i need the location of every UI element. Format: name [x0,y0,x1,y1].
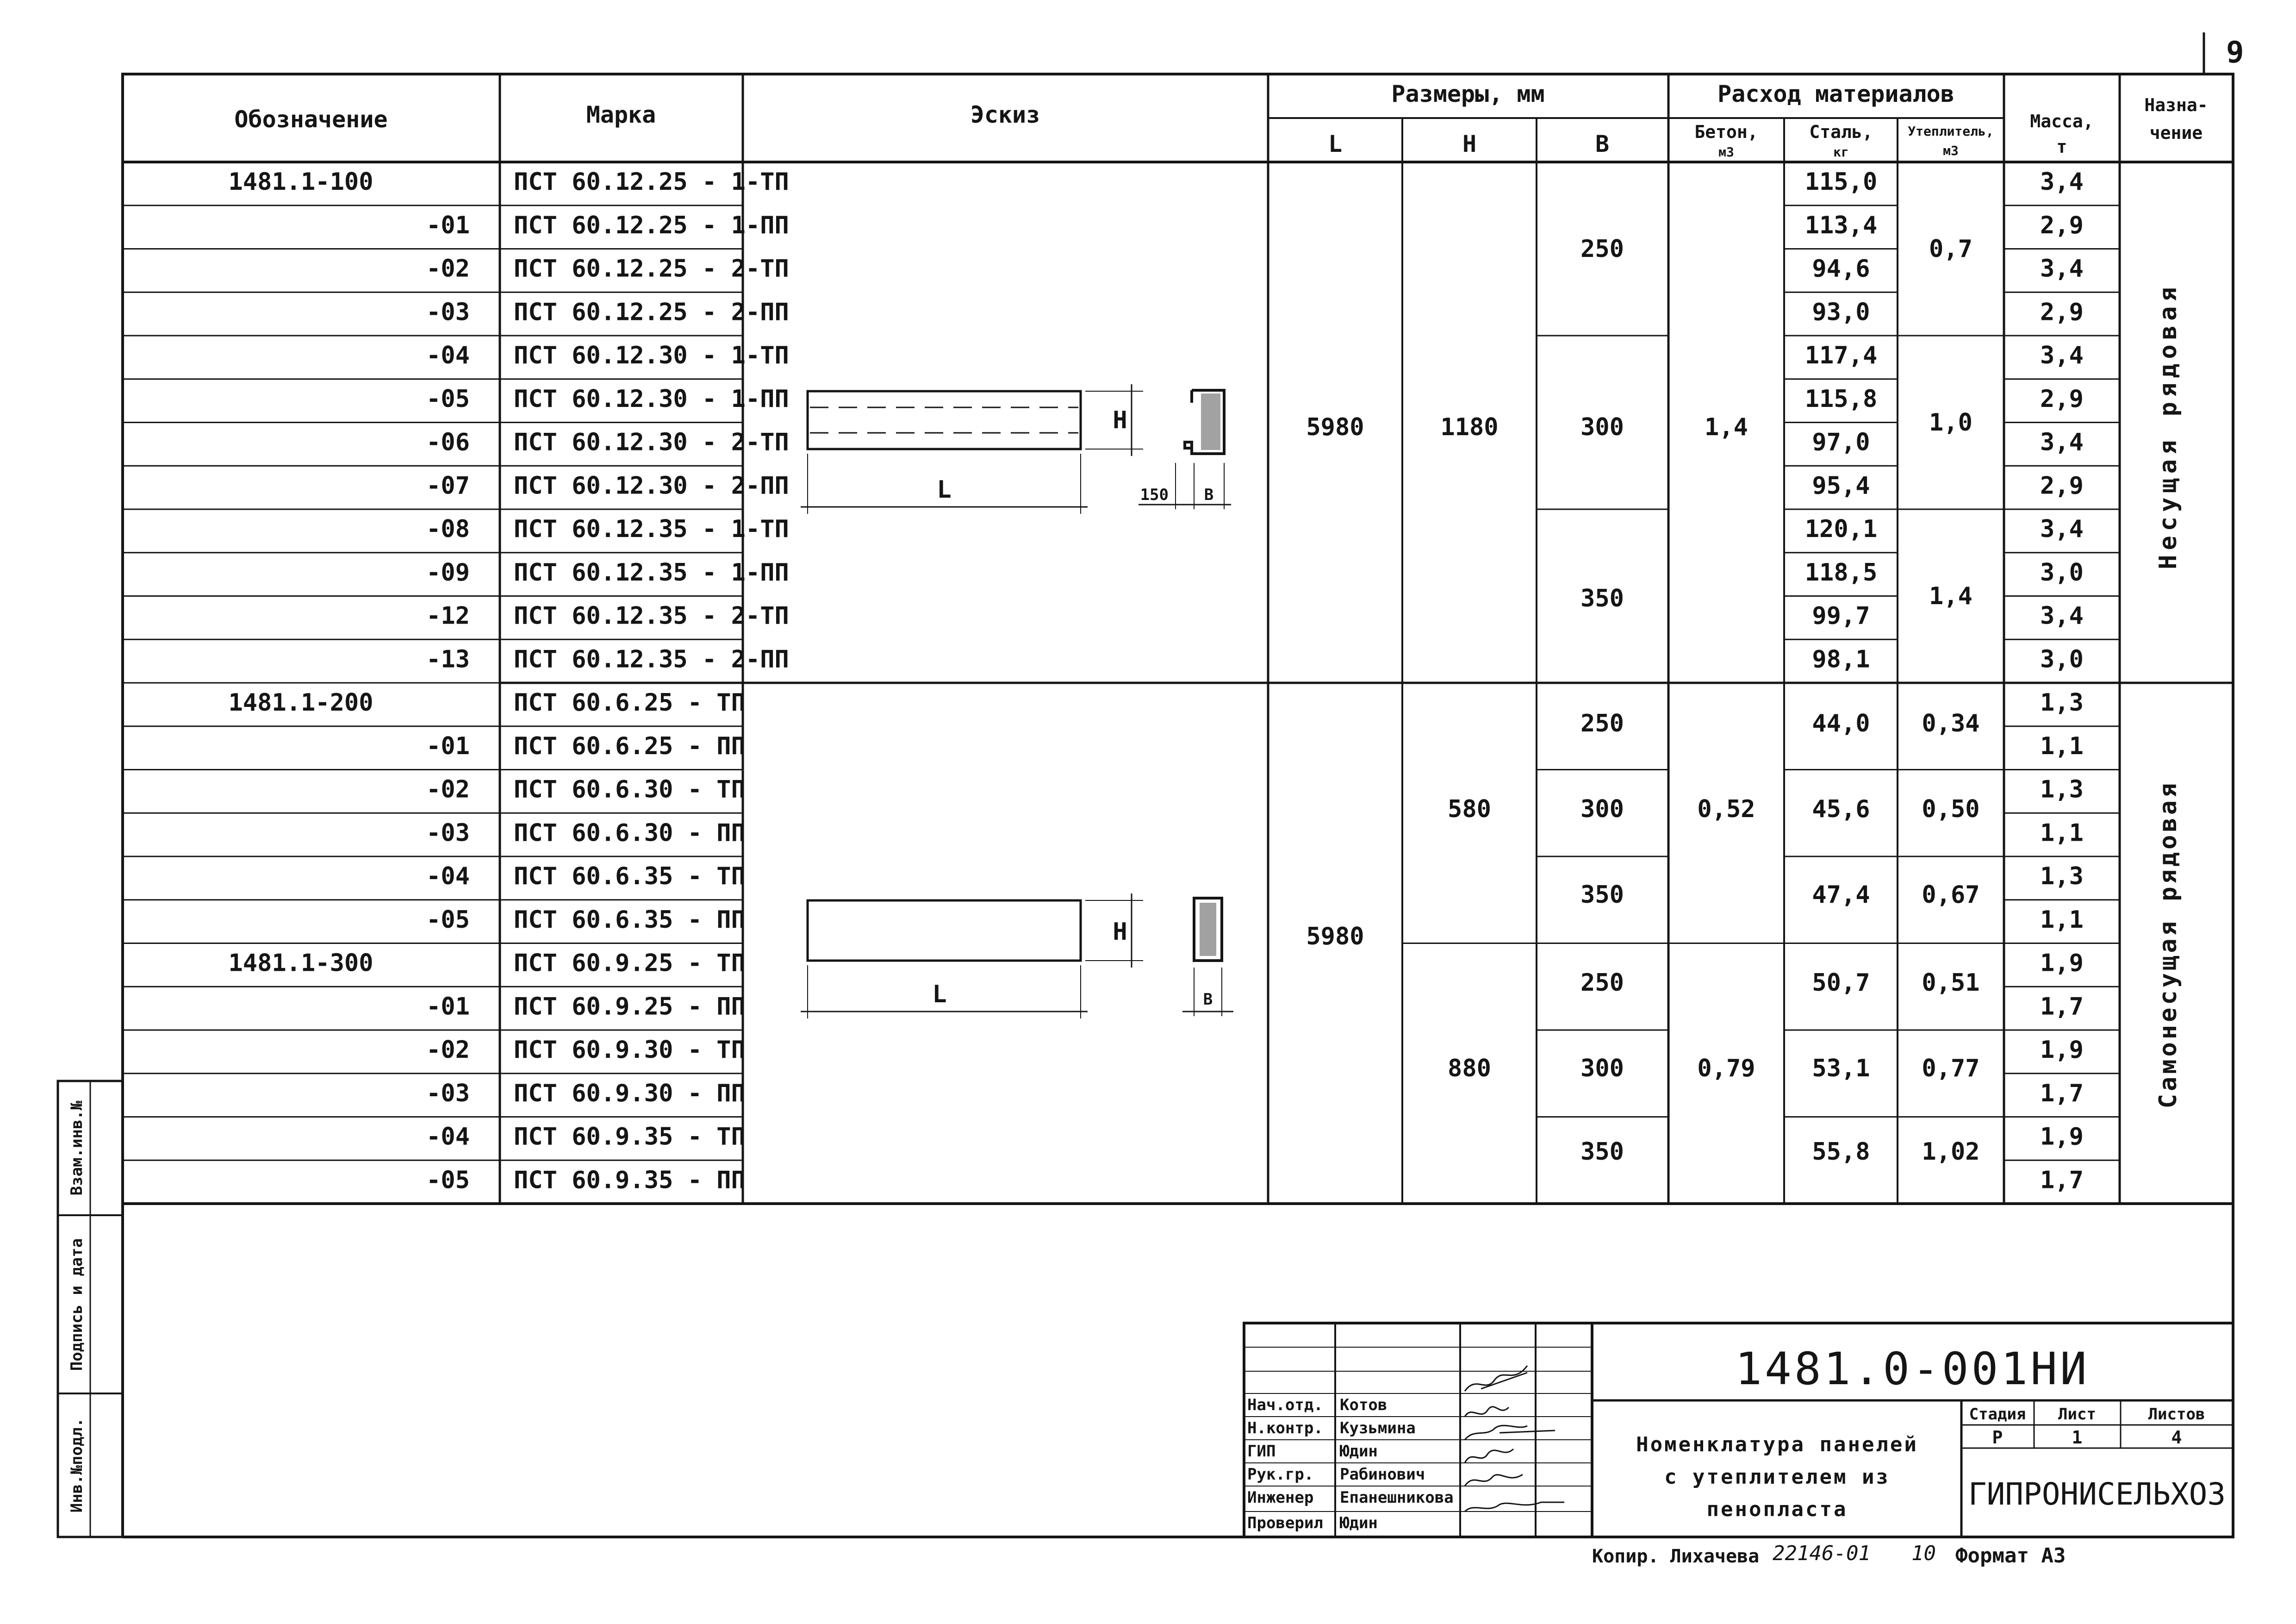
mass-cell: 3,4 [2040,168,2084,196]
h-value-880: 880 [1448,1055,1491,1082]
header-dimensions: Размеры, мм [1391,81,1545,107]
mass-cell: 1,1 [2040,819,2084,847]
mass-cell: 1,9 [2040,949,2084,977]
steel-55-8: 55,8 [1812,1138,1870,1166]
table-row [228,168,2084,196]
header-purpose-1: Назна- [2144,95,2208,115]
steel-cell: 115,8 [1804,385,1878,413]
steel-53-1: 53,1 [1812,1055,1870,1082]
steel-cell: 117,4 [1804,342,1878,369]
footer-number: 22146-01 [1773,1542,1871,1565]
b-value-350: 350 [1580,585,1624,612]
purpose-group1: Несущая рядовая [2154,282,2182,569]
insulation-0-51: 0,51 [1922,969,1980,997]
table-row [426,906,2084,934]
title-block-role-row [1247,1442,1378,1461]
header-mass: Масса, [2030,111,2094,131]
stamp-podpis: Подпись и дата [68,1238,86,1371]
l-value-group2: 5980 [1306,923,1364,950]
role-label: Проверил [1247,1514,1323,1532]
mark-cell: ПСТ 60.12.25 - 1-ТП [514,168,789,196]
role-label: Инженер [1247,1488,1314,1507]
panel-elevation-1 [808,391,1081,449]
mark-cell: ПСТ 60.9.35 - ПП [514,1166,746,1194]
designation-cell: -04 [426,1123,470,1151]
stage-label: Стадия [1969,1405,2026,1424]
header-insulation-unit: м3 [1943,143,1959,158]
title-line-3: пенопласта [1706,1498,1848,1521]
header-steel-unit: кг [1833,144,1849,160]
stage-value: Р [1992,1427,2003,1448]
b2-value-250: 250 [1580,710,1624,737]
designation-cell: -03 [426,1079,470,1107]
steel-44-0: 44,0 [1812,710,1870,737]
designation-cell: -13 [426,645,470,674]
mass-cell: 2,9 [2040,298,2084,326]
designation-cell: -08 [426,515,470,543]
designation-cell: -01 [426,732,470,760]
title-line-1: Номенклатура панелей [1636,1433,1918,1456]
panel-elevation-2 [808,900,1081,961]
table-row [426,819,2084,847]
footer-ten: 10 [1911,1542,1936,1565]
designation-cell: 1481.1-300 [228,949,373,977]
header-dim-l: L [1328,131,1343,157]
table-row [426,645,2084,673]
role-name: Рабинович [1340,1465,1425,1484]
designation-cell: -02 [426,1036,470,1064]
title-block-role-row [1247,1465,1425,1484]
mark-cell: ПСТ 60.12.35 - 1-ТП [514,515,789,543]
b-value-300: 300 [1580,413,1624,441]
designation-cell: -03 [426,298,470,326]
h-value-580: 580 [1448,795,1491,823]
sheet-label: Лист [2058,1405,2096,1424]
title-block-role-row [1247,1419,1416,1437]
table-row [426,559,2084,587]
mark-cell: ПСТ 60.9.25 - ПП [514,993,746,1021]
steel-cell: 98,1 [1812,645,1870,674]
footer-copied: Копир. Лихачева [1592,1546,1760,1567]
insulation-1-02: 1,02 [1922,1138,1980,1166]
designation-cell: -01 [426,993,470,1021]
mass-cell: 1,7 [2040,1079,2084,1107]
sheets-value: 4 [2171,1427,2182,1448]
table-row [426,1166,2084,1194]
h-value-group1: 1180 [1440,413,1499,441]
role-name: Котов [1340,1396,1388,1414]
mark-cell: ПСТ 60.6.35 - ПП [514,906,746,934]
table-row [426,385,2084,413]
designation-cell: -09 [426,558,470,587]
designation-cell: -05 [426,906,470,934]
header-dim-b: B [1595,131,1610,157]
mass-cell: 1,3 [2040,689,2084,717]
steel-cell: 118,5 [1804,558,1878,587]
organization-name: ГИПРОНИСЕЛЬХОЗ [1968,1476,2226,1512]
mark-cell: ПСТ 60.12.30 - 2-ПП [514,472,789,500]
footer-format: Формат А3 [1955,1544,2066,1568]
steel-cell: 99,7 [1812,602,1870,630]
steel-cell: 120,1 [1804,515,1878,543]
designation-cell: -01 [426,211,470,239]
mark-cell: ПСТ 60.6.25 - ТП [514,689,746,717]
sheet-value: 1 [2072,1427,2083,1448]
table-row [426,212,2084,239]
mark-cell: ПСТ 60.12.25 - 2-ТП [514,255,789,283]
designation-cell: -03 [426,819,470,847]
mass-cell: 2,9 [2040,472,2084,500]
mass-cell: 3,4 [2040,342,2084,369]
table-row [426,515,2084,543]
mark-cell: ПСТ 60.9.30 - ПП [514,1079,746,1107]
concrete-group1: 1,4 [1705,413,1748,441]
mark-cell: ПСТ 60.12.25 - 1-ПП [514,211,789,239]
header-concrete-unit: м3 [1718,144,1734,160]
title-block [1244,1323,2233,1537]
header-mark: Марка [586,101,656,128]
concrete-079: 0,79 [1697,1055,1755,1082]
header-mass-unit: т [2056,137,2067,157]
header-purpose-2: чение [2149,123,2203,143]
mass-cell: 1,3 [2040,775,2084,804]
table-row [426,602,2084,630]
document-code: 1481.0-001НИ [1735,1343,2090,1395]
sketch1-150-label: 150 [1140,486,1169,504]
sketch2-l-label: L [932,981,947,1008]
mark-cell: ПСТ 60.6.25 - ПП [514,732,746,760]
mark-cell: ПСТ 60.12.35 - 2-ПП [514,645,789,674]
role-name: Юдин [1340,1514,1378,1532]
designation-cell: -05 [426,385,470,413]
role-label: Н.контр. [1247,1419,1323,1437]
title-block-role-row [1247,1488,1454,1507]
panel-sketch-2 [801,893,1233,1018]
mark-cell: ПСТ 60.12.30 - 1-ПП [514,385,789,413]
designation-cell: -02 [426,255,470,283]
designation-cell: -05 [426,1166,470,1194]
designation-cell: -04 [426,342,470,369]
mass-cell: 3,0 [2040,645,2084,674]
mass-cell: 3,4 [2040,515,2084,543]
header-insulation: Утеплитель, [1908,124,1994,139]
mark-cell: ПСТ 60.9.35 - ТП [514,1123,746,1151]
steel-50-7: 50,7 [1812,969,1870,997]
insulation-1-4: 1,4 [1929,582,1972,610]
mark-cell: ПСТ 60.12.30 - 1-ТП [514,342,789,369]
page-number: 9 [2226,36,2244,70]
steel-cell: 93,0 [1812,298,1870,326]
mass-cell: 2,9 [2040,385,2084,413]
sheets-label: Листов [2148,1405,2205,1424]
mark-cell: ПСТ 60.12.25 - 2-ПП [514,298,789,326]
mass-cell: 1,9 [2040,1036,2084,1064]
mass-cell: 3,0 [2040,558,2084,587]
designation-cell: 1481.1-200 [228,689,373,717]
steel-cell: 94,6 [1812,255,1870,283]
mass-cell: 1,9 [2040,1123,2084,1151]
insulation-0-67: 0,67 [1922,881,1980,909]
mark-cell: ПСТ 60.6.35 - ТП [514,862,746,890]
table-row [228,689,2084,717]
l-value-group1: 5980 [1306,413,1364,441]
designation-cell: 1481.1-100 [228,168,373,196]
insulation-0-7: 0,7 [1929,235,1972,263]
table-row [426,298,2084,326]
table-row [426,255,2084,283]
side-stamp [58,1081,123,1537]
b3-value-350: 350 [1580,1138,1624,1166]
mark-cell: ПСТ 60.9.25 - ТП [514,949,746,977]
mark-cell: ПСТ 60.6.30 - ТП [514,775,746,804]
sketch1-b-label: B [1204,486,1214,504]
header-concrete: Бетон, [1694,122,1758,142]
role-name: Кузьмина [1340,1419,1416,1437]
mass-cell: 1,1 [2040,906,2084,934]
mark-cell: ПСТ 60.12.35 - 2-ТП [514,602,789,630]
insulation-0-50: 0,50 [1922,795,1980,823]
steel-47-4: 47,4 [1812,881,1870,909]
designation-cell: -02 [426,775,470,804]
role-label: Нач.отд. [1247,1396,1323,1414]
insulation-0-77: 0,77 [1922,1055,1980,1082]
mass-cell: 1,7 [2040,1166,2084,1194]
mark-cell: ПСТ 60.12.35 - 1-ПП [514,558,789,587]
table-row [426,342,2084,369]
insulation-1-0: 1,0 [1929,409,1972,437]
b2-value-350: 350 [1580,881,1624,909]
b2-value-300: 300 [1580,795,1624,823]
steel-cell: 115,0 [1804,168,1878,196]
steel-cell: 95,4 [1812,472,1870,500]
panel-sketch-1 [801,384,1231,514]
mass-cell: 3,4 [2040,602,2084,630]
signatures [1465,1366,1564,1512]
table-rows [228,168,2084,1194]
purpose-group2: Самонесущая рядовая [2154,780,2182,1109]
title-block-role-row [1247,1396,1387,1414]
mark-cell: ПСТ 60.12.30 - 2-ТП [514,428,789,456]
sketch1-l-label: L [937,476,952,504]
designation-cell: -06 [426,428,470,456]
mass-cell: 2,9 [2040,211,2084,239]
role-label: ГИП [1247,1442,1276,1461]
header-steel: Сталь, [1809,122,1873,142]
mark-cell: ПСТ 60.9.30 - ТП [514,1036,746,1064]
b3-value-300: 300 [1580,1055,1624,1082]
mass-cell: 3,4 [2040,428,2084,456]
header-materials: Расход материалов [1717,81,1954,107]
role-name: Епанешникова [1340,1488,1454,1507]
steel-45-6: 45,6 [1812,795,1870,823]
mass-cell: 1,1 [2040,732,2084,760]
header-designation: Обозначение [234,106,388,133]
table-row [426,993,2084,1020]
header-sketch: Эскиз [970,101,1040,128]
table-row [228,949,2084,977]
b-value-250: 250 [1580,235,1624,263]
role-label: Рук.гр. [1247,1465,1314,1484]
stamp-inv: Инв.№подл. [68,1418,86,1513]
mass-cell: 1,7 [2040,993,2084,1021]
table-row [426,472,2084,500]
sketch1-h-label: H [1113,406,1127,434]
table-row [426,1080,2084,1107]
insulation-0-34: 0,34 [1922,710,1980,737]
steel-cell: 97,0 [1812,428,1870,456]
header-dim-h: H [1462,131,1477,157]
mark-cell: ПСТ 60.6.30 - ПП [514,819,746,847]
title-line-2: с утеплителем из [1664,1465,1890,1489]
concrete-052: 0,52 [1697,795,1755,823]
role-name: Юдин [1340,1442,1378,1461]
designation-cell: -12 [426,602,470,630]
steel-cell: 113,4 [1804,211,1878,239]
mass-cell: 3,4 [2040,255,2084,283]
title-block-role-row [1247,1514,1378,1532]
mass-cell: 1,3 [2040,862,2084,890]
sketch2-h-label: H [1113,918,1127,946]
sketch2-b-label: B [1203,990,1213,1009]
stamp-vzam: Взам.инв.№ [68,1100,86,1196]
table-row [426,429,2084,456]
designation-cell: -04 [426,862,470,890]
b3-value-250: 250 [1580,969,1624,997]
designation-cell: -07 [426,472,470,500]
